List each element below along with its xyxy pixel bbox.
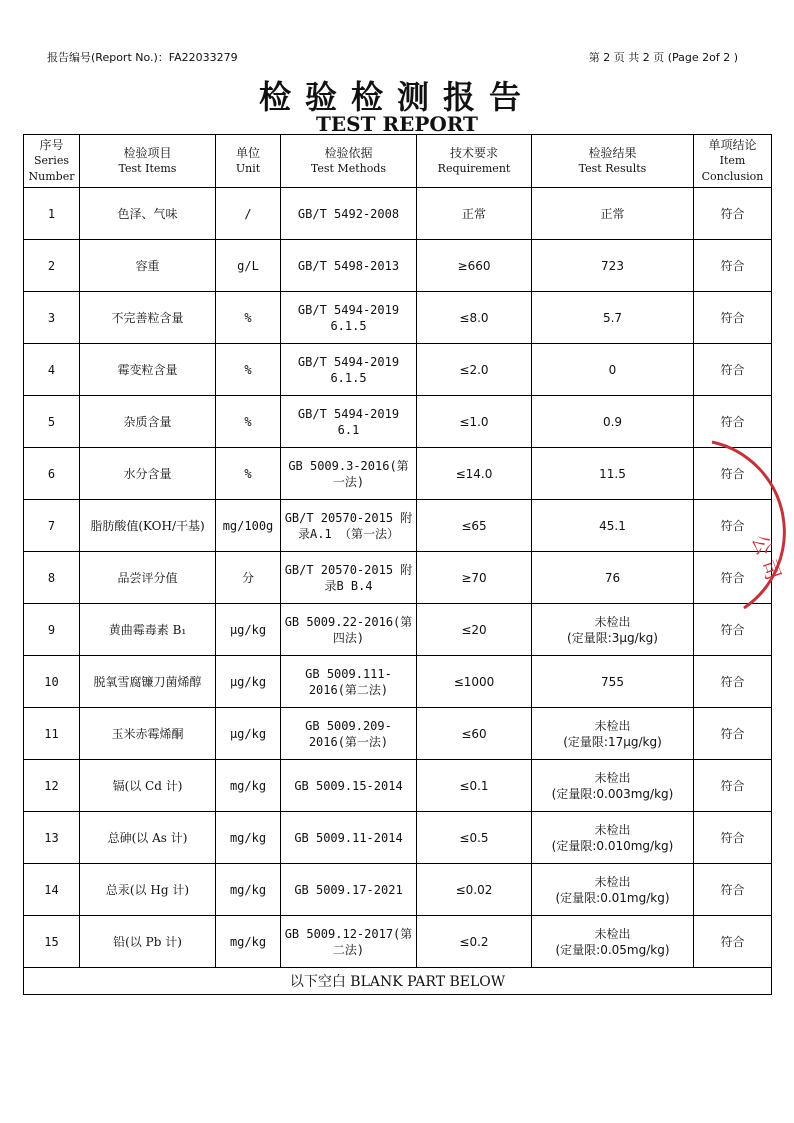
row-conclusion: 符合 xyxy=(694,188,772,240)
row-test-item: 色泽、气味 xyxy=(80,188,216,240)
row-method: GB/T 20570-2015 附录A.1 （第一法） xyxy=(281,500,417,552)
row-requirement: ≤65 xyxy=(417,500,532,552)
row-requirement: 正常 xyxy=(417,188,532,240)
report-title-cn: 检验检测报告 xyxy=(258,78,535,116)
row-number: 12 xyxy=(24,760,80,812)
row-result xyxy=(532,864,694,916)
report-title-en: TEST REPORT xyxy=(316,112,478,136)
table-row xyxy=(24,396,772,448)
col-result-cn: 检验结果 xyxy=(588,146,637,160)
row-result xyxy=(532,552,694,604)
table-row xyxy=(24,604,772,656)
row-conclusion: 符合 xyxy=(694,240,772,292)
col-req-en: Requirement xyxy=(437,162,511,175)
row-requirement: ≤0.1 xyxy=(417,760,532,812)
table-row xyxy=(24,500,772,552)
row-result-value: 11.5 xyxy=(599,466,626,481)
row-number: 2 xyxy=(24,240,80,292)
table-row xyxy=(24,188,772,240)
row-number: 3 xyxy=(24,292,80,344)
row-result-value: 未检出 xyxy=(594,926,631,941)
table-row xyxy=(24,708,772,760)
row-result-limit: (定量限:0.010mg/kg) xyxy=(551,838,674,853)
table-row xyxy=(24,864,772,916)
results-table xyxy=(23,134,772,995)
row-result xyxy=(532,396,694,448)
row-result-value: 未检出 xyxy=(594,770,631,785)
row-conclusion: 符合 xyxy=(694,812,772,864)
row-result xyxy=(532,344,694,396)
row-method: GB/T 5494-2019 6.1 xyxy=(281,396,417,448)
col-series-en1: Series xyxy=(34,154,69,167)
row-result xyxy=(532,500,694,552)
row-unit: mg/kg xyxy=(216,812,281,864)
col-result xyxy=(532,135,694,188)
row-number: 6 xyxy=(24,448,80,500)
row-method: GB 5009.209-2016(第一法) xyxy=(281,708,417,760)
row-conclusion: 符合 xyxy=(694,916,772,968)
row-result xyxy=(532,708,694,760)
row-conclusion: 符合 xyxy=(694,344,772,396)
row-number: 7 xyxy=(24,500,80,552)
row-unit: % xyxy=(216,344,281,396)
row-unit: mg/100g xyxy=(216,500,281,552)
row-conclusion: 符合 xyxy=(694,864,772,916)
row-requirement: ≤8.0 xyxy=(417,292,532,344)
row-method: GB 5009.3-2016(第一法) xyxy=(281,448,417,500)
row-number: 5 xyxy=(24,396,80,448)
row-result-value: 5.7 xyxy=(602,310,623,325)
col-req-cn: 技术要求 xyxy=(449,146,498,160)
row-result-value: 45.1 xyxy=(599,518,626,533)
report-number: 报告编号(Report No.)：FA22033279 xyxy=(47,51,238,64)
col-items xyxy=(80,135,216,188)
row-requirement: ≥70 xyxy=(417,552,532,604)
row-result-value: 未检出 xyxy=(594,822,631,837)
row-test-item: 容重 xyxy=(80,240,216,292)
row-unit: / xyxy=(216,188,281,240)
table-body xyxy=(24,188,772,995)
col-method xyxy=(281,135,417,188)
row-result xyxy=(532,656,694,708)
col-series-en2: Number xyxy=(28,170,75,183)
col-method-cn: 检验依据 xyxy=(324,146,373,160)
row-result-value: 未检出 xyxy=(594,718,631,733)
col-conclusion xyxy=(694,135,772,188)
row-test-item: 霉变粒含量 xyxy=(80,344,216,396)
row-requirement: ≤0.5 xyxy=(417,812,532,864)
row-method: GB 5009.111-2016(第二法) xyxy=(281,656,417,708)
row-result-value: 76 xyxy=(604,570,621,585)
row-test-item: 水分含量 xyxy=(80,448,216,500)
table-row xyxy=(24,916,772,968)
row-conclusion: 符合 xyxy=(694,500,772,552)
row-number: 11 xyxy=(24,708,80,760)
row-unit: μg/kg xyxy=(216,708,281,760)
row-result xyxy=(532,760,694,812)
col-requirement xyxy=(417,135,532,188)
row-method: GB/T 20570-2015 附录B B.4 xyxy=(281,552,417,604)
row-test-item: 总砷(以 As 计) xyxy=(80,812,216,864)
row-result-value: 未检出 xyxy=(594,614,631,629)
seal-text: 公 司 xyxy=(747,531,786,584)
table-row xyxy=(24,292,772,344)
row-method: GB 5009.11-2014 xyxy=(281,812,417,864)
table-row xyxy=(24,552,772,604)
row-test-item: 杂质含量 xyxy=(80,396,216,448)
row-result xyxy=(532,604,694,656)
row-conclusion: 符合 xyxy=(694,552,772,604)
row-unit: μg/kg xyxy=(216,604,281,656)
row-requirement: ≤1.0 xyxy=(417,396,532,448)
row-test-item: 镉(以 Cd 计) xyxy=(80,760,216,812)
row-result xyxy=(532,448,694,500)
row-method: GB 5009.12-2017(第二法) xyxy=(281,916,417,968)
row-unit: μg/kg xyxy=(216,656,281,708)
row-unit: mg/kg xyxy=(216,760,281,812)
row-test-item: 不完善粒含量 xyxy=(80,292,216,344)
row-number: 4 xyxy=(24,344,80,396)
col-unit-cn: 单位 xyxy=(235,146,260,160)
page-indicator: 第 2 页 共 2 页 (Page 2of 2 ) xyxy=(588,51,738,64)
row-method: GB 5009.17-2021 xyxy=(281,864,417,916)
row-result-limit: (定量限:17μg/kg) xyxy=(563,734,662,749)
row-unit: mg/kg xyxy=(216,864,281,916)
row-requirement: ≥660 xyxy=(417,240,532,292)
row-result xyxy=(532,188,694,240)
row-result-value: 0 xyxy=(608,362,617,377)
row-unit: mg/kg xyxy=(216,916,281,968)
table-row xyxy=(24,656,772,708)
row-test-item: 品尝评分值 xyxy=(80,552,216,604)
row-number: 9 xyxy=(24,604,80,656)
row-test-item: 脱氧雪腐镰刀菌烯醇 xyxy=(80,656,216,708)
row-conclusion: 符合 xyxy=(694,760,772,812)
blank-row xyxy=(24,968,772,995)
row-method: GB 5009.22-2016(第四法) xyxy=(281,604,417,656)
row-result-value: 0.9 xyxy=(602,414,623,429)
row-result-limit: (定量限:0.003mg/kg) xyxy=(551,786,674,801)
row-test-item: 总汞(以 Hg 计) xyxy=(80,864,216,916)
row-conclusion: 符合 xyxy=(694,604,772,656)
row-number: 1 xyxy=(24,188,80,240)
row-requirement: ≤20 xyxy=(417,604,532,656)
col-unit-en: Unit xyxy=(235,162,261,175)
col-series xyxy=(24,135,80,188)
row-number: 14 xyxy=(24,864,80,916)
table-row xyxy=(24,240,772,292)
row-method: GB/T 5494-2019 6.1.5 xyxy=(281,292,417,344)
row-requirement: ≤60 xyxy=(417,708,532,760)
row-test-item: 脂肪酸值(KOH/干基) xyxy=(80,500,216,552)
col-method-en: Test Methods xyxy=(310,162,387,175)
row-test-item: 铅(以 Pb 计) xyxy=(80,916,216,968)
row-conclusion: 符合 xyxy=(694,656,772,708)
col-items-en: Test Items xyxy=(118,162,177,175)
row-result xyxy=(532,240,694,292)
row-conclusion: 符合 xyxy=(694,292,772,344)
row-method: GB/T 5494-2019 6.1.5 xyxy=(281,344,417,396)
row-result-limit: (定量限:0.01mg/kg) xyxy=(555,890,670,905)
row-number: 10 xyxy=(24,656,80,708)
row-unit: % xyxy=(216,292,281,344)
table-row xyxy=(24,344,772,396)
row-test-item: 黄曲霉毒素 B₁ xyxy=(80,604,216,656)
table-row xyxy=(24,812,772,864)
row-requirement: ≤2.0 xyxy=(417,344,532,396)
row-requirement: ≤14.0 xyxy=(417,448,532,500)
row-method: GB 5009.15-2014 xyxy=(281,760,417,812)
table-row xyxy=(24,760,772,812)
col-concl-en2: Conclusion xyxy=(701,170,764,183)
row-requirement: ≤0.02 xyxy=(417,864,532,916)
row-result xyxy=(532,812,694,864)
row-requirement: ≤0.2 xyxy=(417,916,532,968)
row-conclusion: 符合 xyxy=(694,396,772,448)
row-unit: % xyxy=(216,448,281,500)
row-method: GB/T 5492-2008 xyxy=(281,188,417,240)
col-concl-cn: 单项结论 xyxy=(708,138,757,152)
blank-part-label: 以下空白 BLANK PART BELOW xyxy=(24,968,772,995)
row-number: 15 xyxy=(24,916,80,968)
row-unit: % xyxy=(216,396,281,448)
row-conclusion: 符合 xyxy=(694,448,772,500)
table-header-row xyxy=(24,135,772,188)
row-result xyxy=(532,292,694,344)
row-conclusion: 符合 xyxy=(694,708,772,760)
row-unit: g/L xyxy=(216,240,281,292)
row-test-item: 玉米赤霉烯酮 xyxy=(80,708,216,760)
col-concl-en1: Item xyxy=(719,154,746,167)
row-result-value: 正常 xyxy=(600,206,625,221)
row-number: 8 xyxy=(24,552,80,604)
row-result-limit: (定量限:3μg/kg) xyxy=(567,630,658,645)
row-result xyxy=(532,916,694,968)
row-result-value: 723 xyxy=(601,258,624,273)
row-result-limit: (定量限:0.05mg/kg) xyxy=(555,942,670,957)
col-items-cn: 检验项目 xyxy=(123,146,172,160)
row-result-value: 755 xyxy=(601,674,624,689)
row-unit: 分 xyxy=(216,552,281,604)
row-number: 13 xyxy=(24,812,80,864)
col-unit xyxy=(216,135,281,188)
col-series-cn: 序号 xyxy=(39,138,64,152)
col-result-en: Test Results xyxy=(578,162,647,175)
row-result-value: 未检出 xyxy=(594,874,631,889)
table-row xyxy=(24,448,772,500)
row-method: GB/T 5498-2013 xyxy=(281,240,417,292)
row-requirement: ≤1000 xyxy=(417,656,532,708)
